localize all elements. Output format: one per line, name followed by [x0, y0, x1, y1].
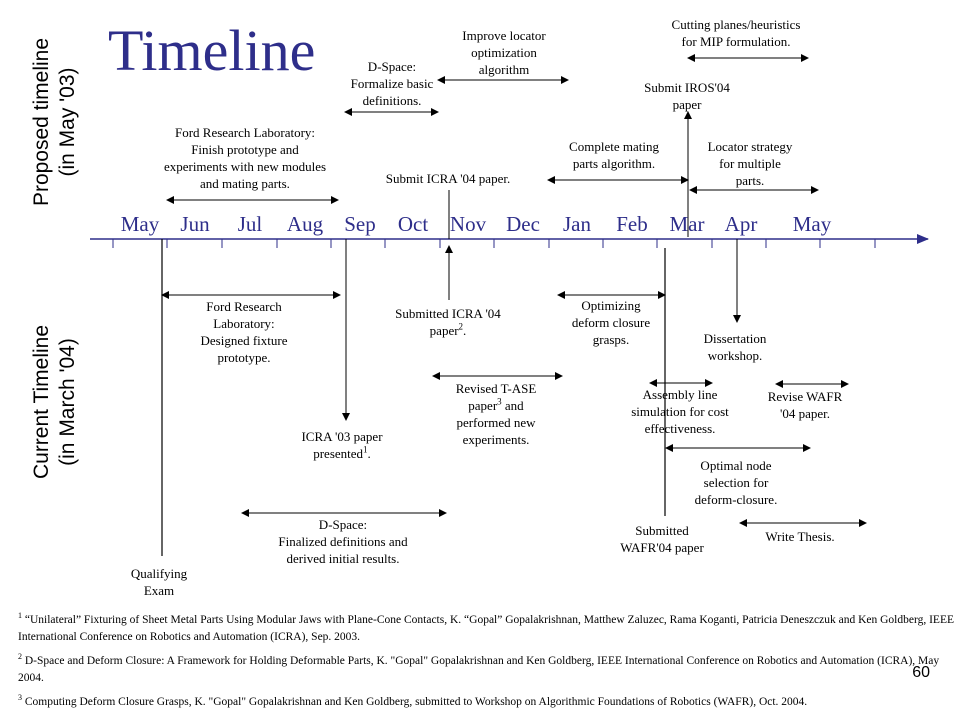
slide-title: Timeline [108, 18, 316, 83]
proposed-timeline-label: Proposed timeline (in May '03) [30, 37, 79, 207]
event-optimal-node: Optimal node selection for deform-closure. [694, 458, 778, 507]
event-improve-locator: Improve locator optimization algorithm [462, 28, 546, 77]
event-dissertation: Dissertation workshop. [703, 331, 767, 363]
event-submitted-icra: Submitted ICRA '04 paper$^2$. [395, 306, 501, 338]
event-qualifying: Qualifying Exam [130, 566, 188, 598]
event-cutting-planes: Cutting planes/heuristics for MIP formulation. [671, 17, 801, 49]
month-label: Apr [724, 212, 758, 236]
month-label: Jul [237, 212, 263, 236]
event-locator-strategy: Locator strategy for multiple parts. [707, 139, 793, 188]
event-revise-wafr: Revise WAFR '04 paper. [767, 389, 843, 421]
event-icra03: ICRA '03 paper presented$^1$. [301, 429, 383, 461]
month-label: Jan [563, 212, 591, 236]
month-ticks [113, 239, 875, 248]
footnote: $^1$ “Unilateral” Fixturing of Sheet Metal Parts Using Modular Jaws with Plane-Cone Contacts, K. “Gopal” Gopalakrishnan, Matthew Zaluzec, Rama Koganti, Patricia Deneszczuk and Ken Goldberg, IEEE International Conference on Robotics and Automation (ICRA), Sep. 2003. [18, 611, 954, 643]
event-submitted-wafr: Submitted WAFR'04 paper [620, 523, 704, 555]
month-label: Jun [180, 212, 210, 236]
footnote: $^3$ Computing Deform Closure Grasps, K. "Gopal" Gopalakrishnan and Ken Goldberg, submitted to Workshop on Algorithmic Foundations of Robotics (WAFR), Oct. 2004. [18, 693, 808, 708]
event-dspace-finalized: D-Space: Finalized definitions and derived initial results. [278, 517, 408, 566]
current-timeline-label: Current Timeline (in March '04) [30, 324, 79, 480]
month-label: May [792, 212, 832, 236]
month-label: Feb [616, 212, 648, 236]
month-label: Nov [449, 212, 487, 236]
month-label: Sep [344, 212, 376, 236]
month-label: Mar [669, 212, 705, 236]
month-label: Aug [286, 212, 324, 236]
month-label: Oct [397, 212, 429, 236]
event-complete-mating: Complete mating parts algorithm. [569, 139, 659, 171]
event-write-thesis: Write Thesis. [765, 529, 835, 544]
event-ford-finish: Ford Research Laboratory: Finish prototype and experiments with new modules and mating parts. [163, 125, 327, 191]
event-submit-icra: Submit ICRA '04 paper. [385, 171, 511, 186]
month-label: Dec [506, 212, 540, 236]
event-dspace-formalize: D-Space: Formalize basic definitions. [350, 59, 434, 108]
event-optimizing-deform: Optimizing deform closure grasps. [571, 298, 651, 347]
footnote: $^2$ D-Space and Deform Closure: A Framework for Holding Deformable Parts, K. "Gopal" Gopalakrishnan and Ken Goldberg, IEEE International Conference on Robotics and Automation (ICRA), May 2004. [18, 652, 940, 684]
event-revised-tase: Revised T-ASE paper$^3$ and performed new experiments. [455, 381, 537, 447]
event-submit-iros: Submit IROS'04 paper [644, 80, 730, 112]
page-number: 60 [912, 664, 930, 681]
month-label: May [120, 212, 160, 236]
event-ford-designed: Ford Research Laboratory: Designed fixture prototype. [200, 299, 288, 365]
event-assembly-line: Assembly line simulation for cost effectiveness. [631, 387, 729, 436]
